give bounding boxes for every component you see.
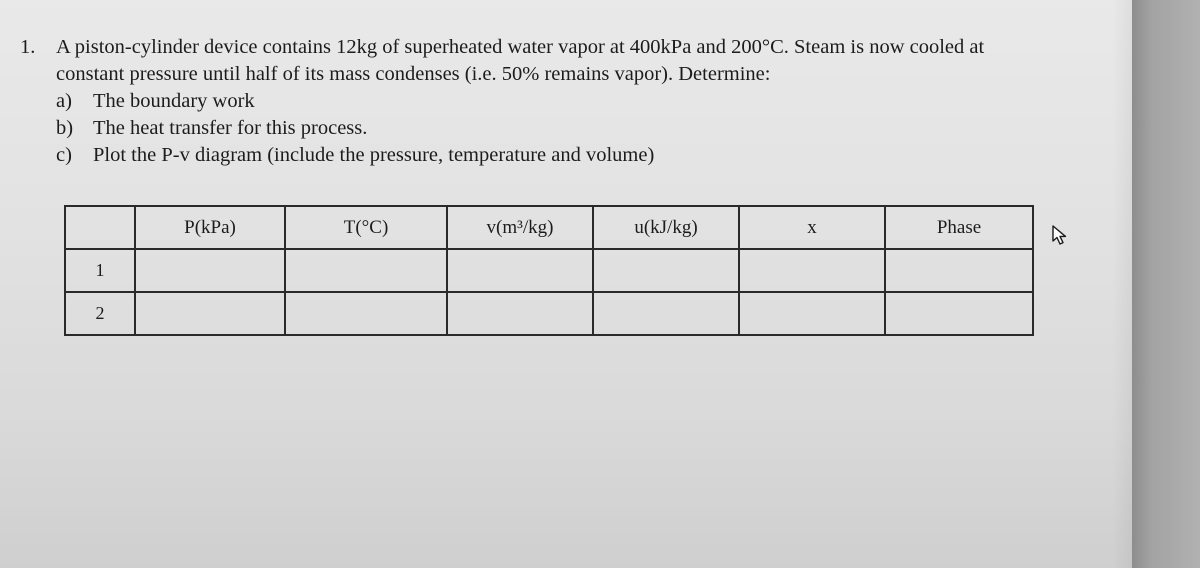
table-cell[interactable] [593, 292, 739, 335]
header-pressure: P(kPa) [135, 206, 285, 249]
problem-statement [20, 34, 1100, 169]
part-b-text: The heat transfer for this process. [93, 117, 368, 139]
part-a-text: The boundary work [93, 90, 255, 112]
question-first-line [20, 34, 1100, 61]
mouse-pointer-icon [1051, 224, 1069, 246]
header-specific-volume: v(m³/kg) [447, 206, 593, 249]
table-row [65, 292, 1033, 335]
part-b [20, 115, 1100, 142]
question-text-line2: constant pressure until half of its mass condenses (i.e. 50% remains vapor). Determine: [56, 63, 771, 85]
header-state [65, 206, 135, 249]
table-cell[interactable] [885, 249, 1033, 292]
state-property-table [64, 205, 1034, 336]
table-cell[interactable] [285, 249, 447, 292]
header-phase: Phase [885, 206, 1033, 249]
monitor-bezel [1132, 0, 1200, 568]
table-cell[interactable] [447, 249, 593, 292]
table-cell[interactable] [593, 249, 739, 292]
table-cell[interactable] [135, 292, 285, 335]
question-number: 1. [20, 36, 36, 58]
part-b-letter: b) [56, 117, 74, 139]
state-number: 2 [65, 292, 135, 335]
table-cell[interactable] [885, 292, 1033, 335]
part-a [20, 88, 1100, 115]
state-number: 1 [65, 249, 135, 292]
table-cell[interactable] [739, 292, 885, 335]
header-quality: x [739, 206, 885, 249]
part-c-letter: c) [56, 144, 72, 166]
header-temperature: T(°C) [285, 206, 447, 249]
table-cell[interactable] [135, 249, 285, 292]
part-c [20, 142, 1100, 169]
part-c-text: Plot the P-v diagram (include the pressure, temperature and volume) [93, 144, 655, 166]
table-cell[interactable] [739, 249, 885, 292]
table-row [65, 249, 1033, 292]
table-cell[interactable] [285, 292, 447, 335]
screen-shadow [1112, 0, 1132, 568]
question-text-line1: A piston-cylinder device contains 12kg of superheated water vapor at 400kPa and 200°C. Steam is now cooled at [56, 36, 985, 58]
table-cell[interactable] [447, 292, 593, 335]
header-internal-energy: u(kJ/kg) [593, 206, 739, 249]
part-a-letter: a) [56, 90, 72, 112]
table-header-row [65, 206, 1033, 249]
